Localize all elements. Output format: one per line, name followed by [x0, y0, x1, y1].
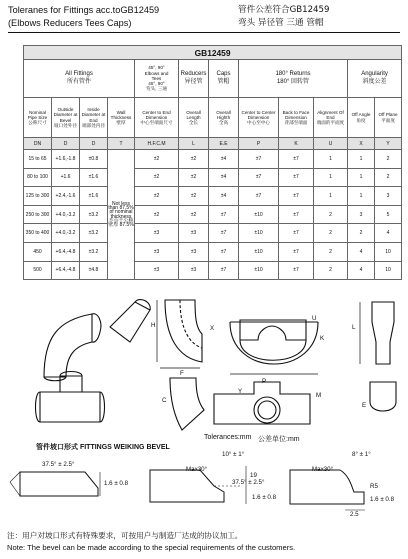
- group-elbows-en1: 45°, 90°: [148, 65, 165, 71]
- group-angularity: [348, 60, 402, 98]
- elbow90-drawing: [165, 300, 202, 362]
- col-en: Nominal Pipe Size: [27, 109, 48, 120]
- cell-id: ±3.2: [80, 224, 108, 243]
- cell-e: ±7: [209, 261, 239, 280]
- wall-thickness-note: [108, 150, 135, 280]
- cell-dn: 450: [24, 242, 52, 261]
- bevel-caption: 管件坡口形式 FITTINGS WEIKING BEVEL: [36, 444, 170, 451]
- cell-k: ±7: [279, 150, 314, 169]
- table-caption: GB12459: [24, 46, 402, 60]
- col-header-center-to-center: [239, 98, 279, 138]
- group-returns: [239, 60, 348, 98]
- group-elbows-cn1: 45°, 90°: [148, 81, 165, 87]
- cell-id: ±1.6: [80, 168, 108, 187]
- title-chinese-line2: 弯头 异径管 三通 管帽: [238, 18, 324, 28]
- cell-p: ±7: [239, 187, 279, 206]
- group-caps-en: Caps: [216, 71, 231, 78]
- col-header-back-to-face: [279, 98, 314, 138]
- symbol-y: Y: [375, 138, 402, 150]
- col-header-alignment: [314, 98, 348, 138]
- cell-x: 1: [348, 150, 375, 169]
- cell-k: ±7: [279, 261, 314, 280]
- symbol-u: U: [314, 138, 348, 150]
- cell-p: ±10: [239, 242, 279, 261]
- group-angularity-en: Angularity: [361, 71, 388, 78]
- col-header-nominal-size: [24, 98, 52, 138]
- cell-u: 2: [314, 261, 348, 280]
- col-cn: 角度: [356, 117, 366, 123]
- wall-note-en: Not less than 87.5% of nominal thickness: [108, 200, 134, 220]
- cell-k: ±7: [279, 242, 314, 261]
- col-en: Inside Diameter at End: [81, 107, 106, 123]
- cell-x: 3: [348, 205, 375, 224]
- cell-id: ±4.8: [80, 261, 108, 280]
- cell-x: 1: [348, 187, 375, 206]
- col-cn: 端面的平面度: [316, 120, 345, 126]
- tolerance-table: [23, 45, 402, 280]
- bevel1-angle: 37.5° ± 2.5°: [42, 461, 75, 468]
- cell-y: 10: [375, 261, 402, 280]
- cell-l: ±2: [179, 150, 209, 169]
- col-header-inside-diameter: [80, 98, 108, 138]
- cell-u: 1: [314, 168, 348, 187]
- cell-dn: 125 to 300: [24, 187, 52, 206]
- group-reducers: [179, 60, 209, 98]
- col-header-center-to-end: [135, 98, 179, 138]
- cell-od: +4.0,-3.2: [52, 224, 80, 243]
- title-english-line2: (Elbows Reducers Tees Caps): [8, 18, 132, 28]
- group-caps-cn: 管帽: [217, 78, 230, 85]
- bevel3-r: R5: [370, 483, 378, 490]
- bevel2-angle: 10° ± 1°: [222, 451, 245, 458]
- col-en: Wall Thickness: [110, 109, 132, 120]
- symbol-dn: DN: [24, 138, 52, 150]
- wall-note-cn: 不小于公称壁厚 87.5%: [108, 217, 134, 228]
- col-en: Off Angle: [351, 112, 371, 118]
- bevel1-shape: [20, 472, 98, 496]
- bevel1-land: 1.6 ± 0.8: [104, 480, 129, 487]
- dim-label-c: C: [162, 397, 167, 404]
- symbol-od: D: [52, 138, 80, 150]
- group-returns-en1: 180° Returns: [275, 71, 311, 78]
- cell-od: +6.4,-4.8: [52, 261, 80, 280]
- cell-h: ±3: [135, 224, 179, 243]
- cell-l: ±2: [179, 187, 209, 206]
- cell-id: ±0.8: [80, 150, 108, 169]
- group-elbows-tees: [135, 60, 179, 98]
- symbol-e: E.E: [209, 138, 239, 150]
- group-all-fittings: [24, 60, 135, 98]
- col-header-off-angle: [348, 98, 375, 138]
- cell-u: 2: [314, 205, 348, 224]
- cell-id: ±3.2: [80, 205, 108, 224]
- col-cn: 背部至端面: [284, 120, 308, 126]
- return-drawing: [240, 320, 306, 360]
- bevel3-angle: 8° ± 1°: [352, 451, 371, 458]
- cell-e: ±7: [209, 224, 239, 243]
- cell-h: ±2: [135, 187, 179, 206]
- cell-y: 10: [375, 242, 402, 261]
- cell-l: ±3: [179, 261, 209, 280]
- cell-u: 2: [314, 224, 348, 243]
- title-english-line1: Toleranes for Fittings acc.toGB12459: [8, 5, 160, 15]
- cell-p: ±10: [239, 205, 279, 224]
- col-header-outside-diameter: [52, 98, 80, 138]
- cell-h: ±2: [135, 205, 179, 224]
- bevel3-t: 2.5: [350, 511, 359, 518]
- symbol-p: P: [239, 138, 279, 150]
- dim-label-x: X: [210, 325, 215, 332]
- col-cn: 全长: [188, 120, 199, 126]
- cell-y: 2: [375, 168, 402, 187]
- cell-p: ±7: [239, 168, 279, 187]
- cell-l: ±2: [179, 205, 209, 224]
- group-angularity-cn: 斜度公差: [362, 78, 387, 85]
- cell-u: 2: [314, 242, 348, 261]
- dim-label-y: Y: [238, 388, 243, 395]
- cell-x: 2: [348, 224, 375, 243]
- cell-y: 3: [375, 187, 402, 206]
- group-all-fittings-cn: 所有管件: [66, 78, 91, 85]
- col-en: Overall Highth: [216, 109, 231, 120]
- cell-h: ±2: [135, 150, 179, 169]
- col-en: Off Plane: [378, 112, 398, 118]
- bevel3-max: Max30°: [312, 466, 334, 473]
- cell-dn: 15 to 65: [24, 150, 52, 169]
- group-elbows-en3: Tees: [151, 75, 162, 81]
- dim-label-k: K: [320, 335, 325, 342]
- group-elbows-cn2: 弯头, 三通: [146, 86, 167, 92]
- cell-e: ±4: [209, 168, 239, 187]
- cell-y: 4: [375, 224, 402, 243]
- cell-u: 1: [314, 150, 348, 169]
- bevel2-t: 19: [250, 472, 257, 479]
- return-outer-arc: [230, 322, 318, 364]
- cell-e: ±7: [209, 205, 239, 224]
- cell-p: ±10: [239, 224, 279, 243]
- title-english: [8, 4, 159, 30]
- fittings-drawing: [0, 282, 408, 442]
- cell-l: ±3: [179, 242, 209, 261]
- cell-k: ±7: [279, 224, 314, 243]
- col-en: Outside Diameter at Bevel: [53, 107, 78, 123]
- dim-label-f: F: [180, 370, 184, 377]
- col-cn: 全高: [218, 120, 229, 126]
- col-en: Back to Face Dimension: [282, 109, 310, 120]
- cell-h: ±3: [135, 261, 179, 280]
- cell-x: 4: [348, 261, 375, 280]
- symbol-id: D: [80, 138, 108, 150]
- group-reducers-en: Reducers: [180, 71, 207, 78]
- cell-u: 1: [314, 187, 348, 206]
- col-en: Center to Center Dimension: [241, 109, 276, 120]
- cell-id: ±1.6: [80, 187, 108, 206]
- cell-od: +1.6,-1.8: [52, 150, 80, 169]
- col-cn: 端部处内径: [82, 122, 105, 128]
- group-elbows-en2: Elbows and: [144, 70, 169, 76]
- cell-od: +6.4,-4.8: [52, 242, 80, 261]
- group-all-fittings-en: All Fittings: [65, 71, 93, 78]
- col-header-overall-length: [179, 98, 209, 138]
- col-en: Alignment Of End: [317, 109, 344, 120]
- col-cn: 公称尺寸: [28, 120, 47, 126]
- elbow45-drawing: [170, 378, 204, 430]
- cell-od: +2.4,-1.6: [52, 187, 80, 206]
- cell-k: ±7: [279, 205, 314, 224]
- tolerances-unit-cn: 公差单位:mm: [258, 436, 300, 443]
- col-en: Overall Length: [186, 109, 201, 120]
- cell-h: ±3: [135, 242, 179, 261]
- title-chinese-line1: 管件公差符合GB12459: [238, 5, 330, 15]
- cell-e: ±4: [209, 150, 239, 169]
- dim-label-m: M: [316, 392, 322, 399]
- bevel2-land: 1.6 ± 0.8: [252, 494, 277, 501]
- dim-label-l: L: [352, 324, 356, 331]
- col-cn: 中心至中心: [247, 120, 270, 126]
- cell-x: 4: [348, 242, 375, 261]
- bevel2-max: Max30°: [186, 466, 208, 473]
- col-cn: 平面度: [381, 117, 395, 123]
- cell-y: 5: [375, 205, 402, 224]
- cell-k: ±7: [279, 168, 314, 187]
- note-chinese: 注：用户对坡口形式有特殊要求，可按用户与制造厂达成的协议加工。: [7, 531, 243, 540]
- col-header-overall-height: [209, 98, 239, 138]
- col-en: Center to End Dimension: [142, 109, 171, 120]
- cell-dn: 500: [24, 261, 52, 280]
- group-reducers-cn: 异径管: [184, 78, 203, 85]
- bevel3-land: 1.6 ± 0.8: [370, 496, 395, 503]
- cell-l: ±3: [179, 224, 209, 243]
- cell-h: ±2: [135, 168, 179, 187]
- cell-l: ±2: [179, 168, 209, 187]
- col-cn: 中心至端面尺寸: [140, 120, 173, 126]
- cell-e: ±7: [209, 242, 239, 261]
- cell-x: 1: [348, 168, 375, 187]
- cell-dn: 250 to 300: [24, 205, 52, 224]
- cell-dn: 350 to 400: [24, 224, 52, 243]
- col-header-off-plane: [375, 98, 402, 138]
- cell-k: ±7: [279, 187, 314, 206]
- tolerances-unit: Tolerances:mm: [204, 434, 252, 441]
- dim-label-u: U: [312, 315, 317, 322]
- symbol-hfcm: H.F.C.M: [135, 138, 179, 150]
- symbol-t: T: [108, 138, 135, 150]
- bevel3-shape: [290, 470, 364, 504]
- cell-od: +4.0,-3.2: [52, 205, 80, 224]
- symbol-x: X: [348, 138, 375, 150]
- note-english: Note: The bevel can be made according to the special requirements of the customers.: [7, 543, 296, 552]
- symbol-l: L: [179, 138, 209, 150]
- dim-label-p: P: [262, 378, 267, 385]
- bevel2-shape: [150, 470, 224, 502]
- cell-id: ±3.2: [80, 242, 108, 261]
- cell-p: ±7: [239, 150, 279, 169]
- elbow90-inner-line: [180, 300, 202, 348]
- elbow-3d-drawing: [44, 314, 101, 381]
- cell-y: 2: [375, 150, 402, 169]
- cap-drawing: [370, 382, 396, 411]
- dim-label-h: H: [151, 322, 156, 329]
- title-chinese: [238, 4, 329, 30]
- group-returns-en2: 180° 回转管: [276, 78, 310, 85]
- cell-e: ±4: [209, 187, 239, 206]
- col-cn: 坡口处外径: [54, 122, 77, 128]
- reducer-drawing: [372, 302, 394, 364]
- bevel2-angle2: 37.5° ± 2.5°: [232, 479, 265, 486]
- group-caps: [209, 60, 239, 98]
- dim-label-e: E: [362, 402, 367, 409]
- header-divider: [8, 32, 400, 33]
- cell-dn: 80 to 100: [24, 168, 52, 187]
- elbow45-3d-drawing: [110, 300, 150, 342]
- cell-od: +1.6: [52, 168, 80, 187]
- symbol-k: K: [279, 138, 314, 150]
- col-cn: 壁厚: [116, 120, 126, 126]
- cell-p: ±10: [239, 261, 279, 280]
- col-header-wall-thickness: [108, 98, 135, 138]
